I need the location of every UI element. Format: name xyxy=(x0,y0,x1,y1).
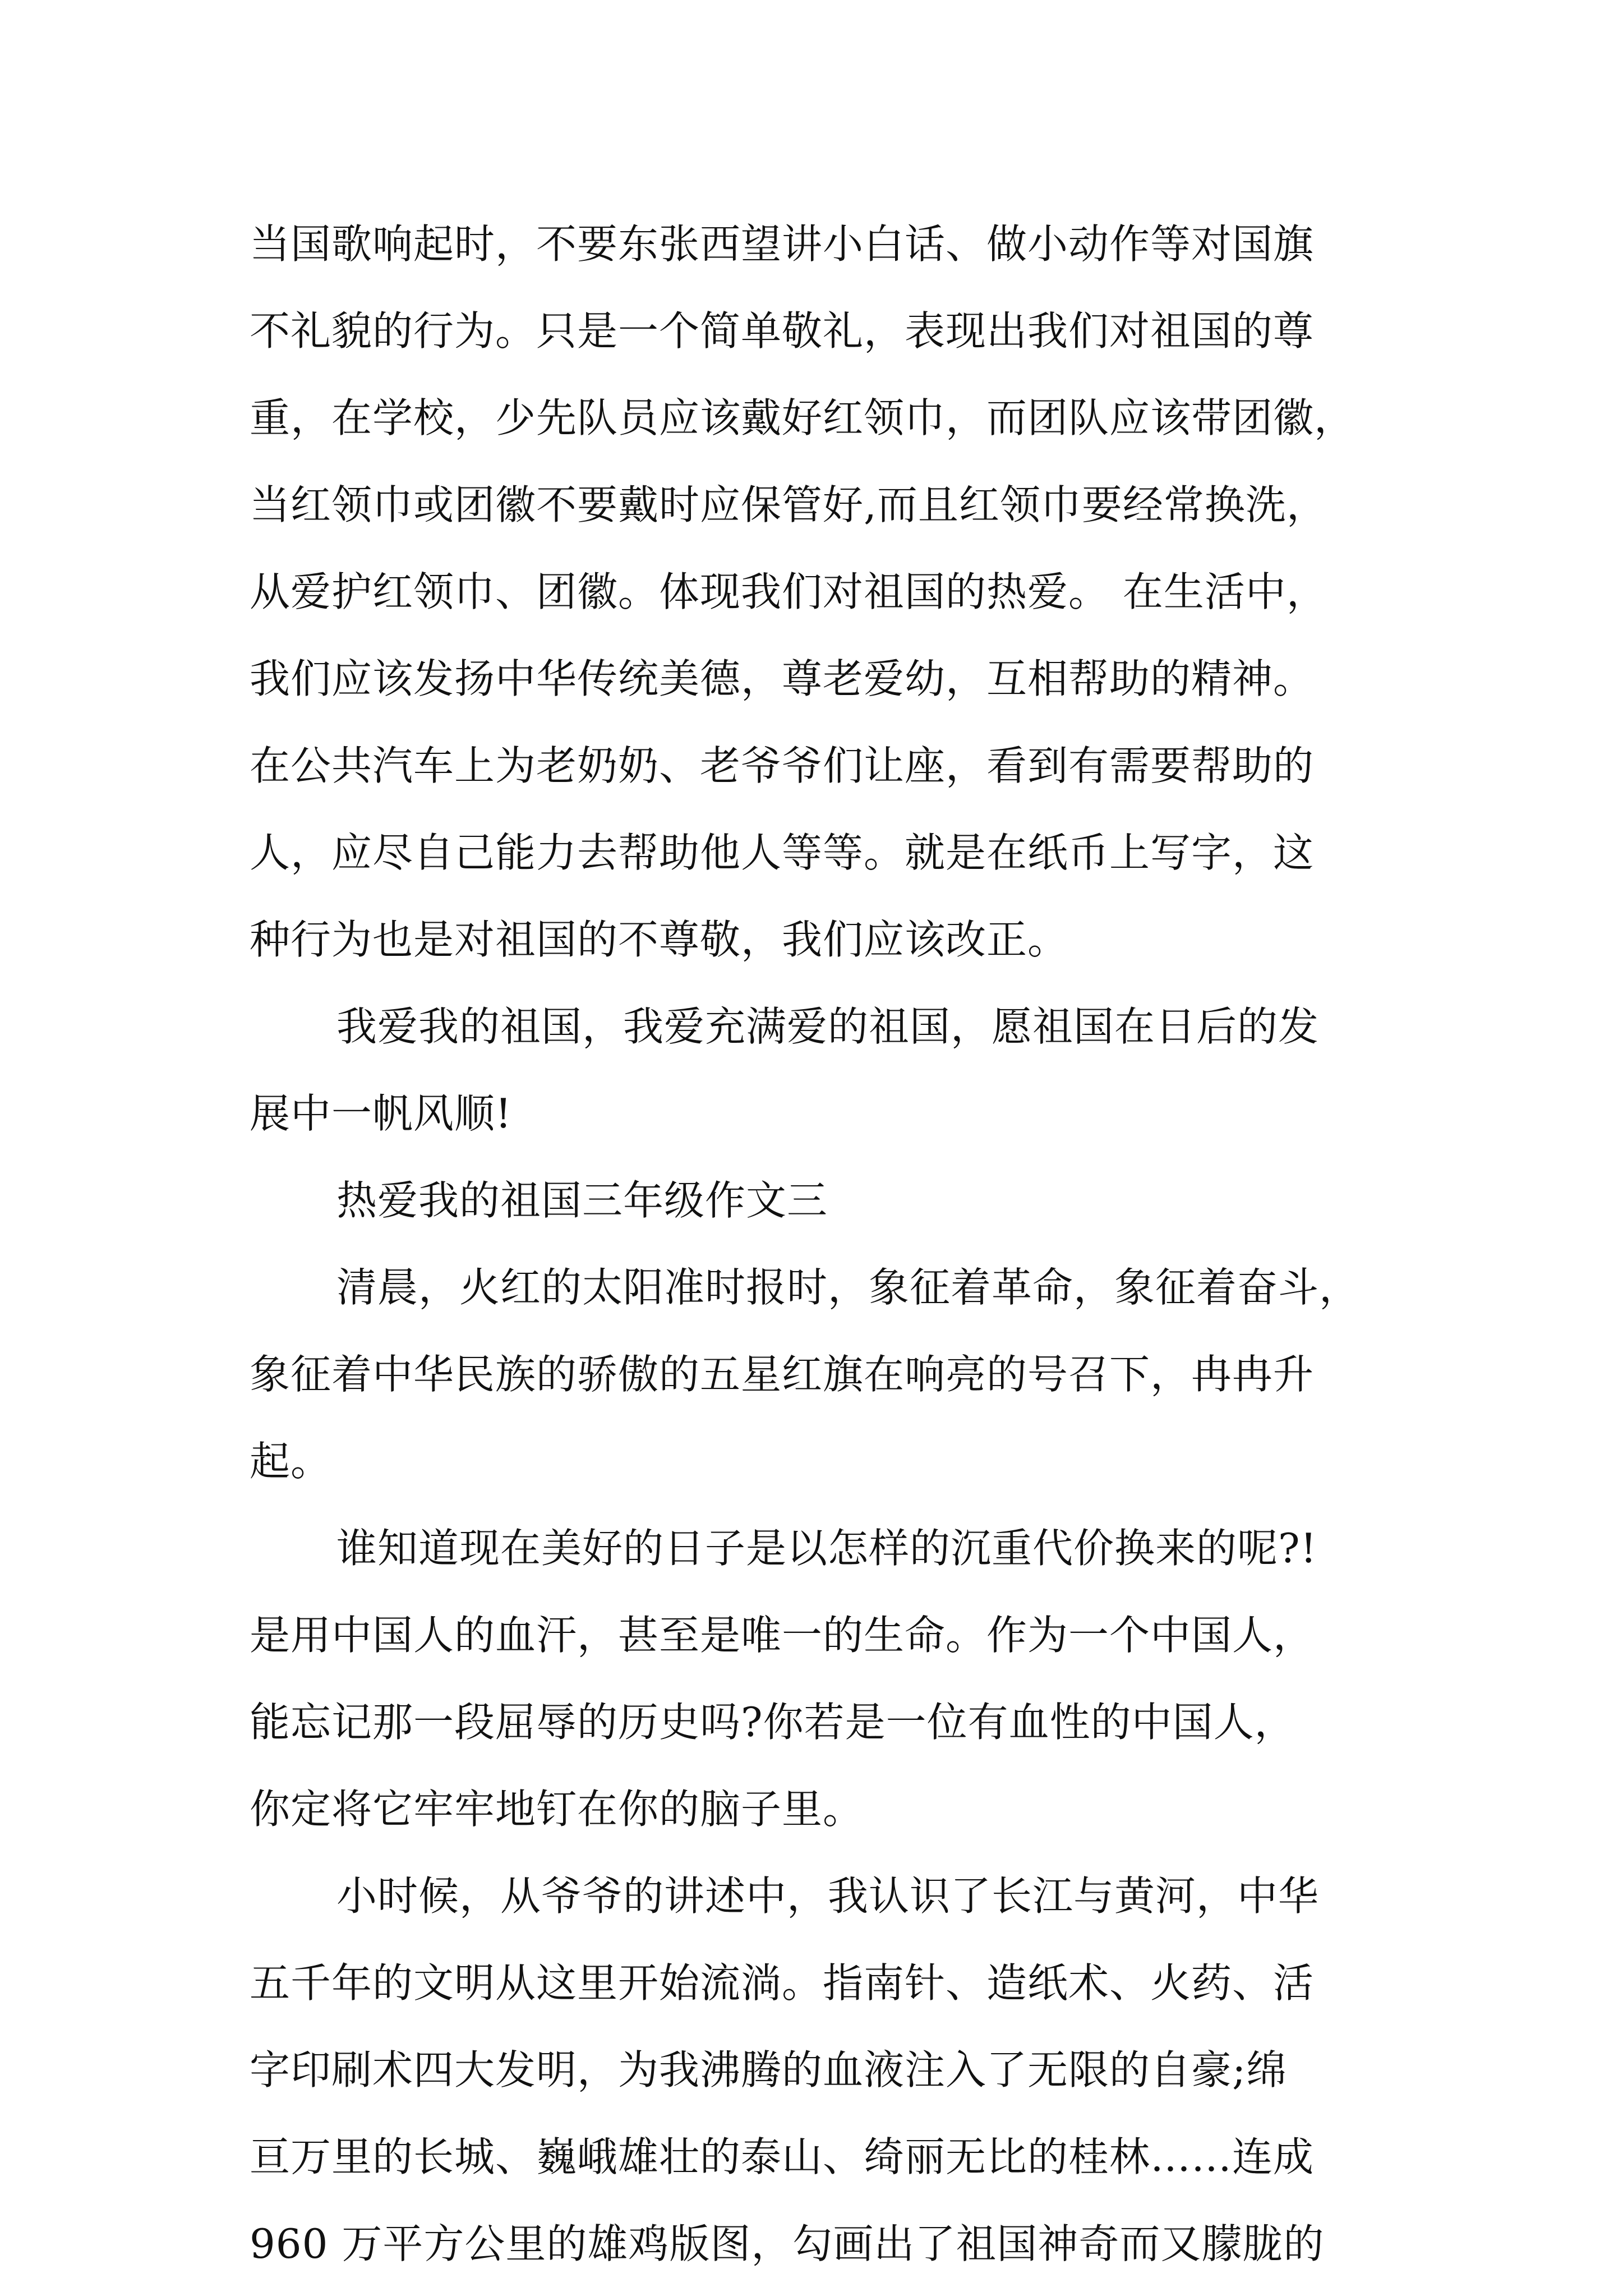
text-line: 不礼貌的行为。只是一个简单敬礼，表现出我们对祖国的尊 xyxy=(250,307,1315,355)
text-line: 谁知道现在美好的日子是以怎样的沉重代价换来的呢?! xyxy=(336,1525,1317,1572)
text-line: 是用中国人的血汗，甚至是唯一的生命。作为一个中国人， xyxy=(250,1612,1315,1659)
text-line: 能忘记那一段屈辱的历史吗?你若是一位有血性的中国人， xyxy=(250,1699,1295,1746)
text-line: 展中一帆风顺! xyxy=(250,1090,512,1137)
text-line: 人，应尽自己能力去帮助他人等等。就是在纸币上写字，这 xyxy=(250,829,1315,876)
text-line: 五千年的文明从这里开始流淌。指南针、造纸术、火药、活 xyxy=(250,1959,1315,2007)
text-line: 字印刷术四大发明，为我沸腾的血液注入了无限的自豪;绵 xyxy=(250,2046,1288,2093)
text-line: 当国歌响起时，不要东张西望讲小白话、做小动作等对国旗 xyxy=(250,220,1315,268)
text-line: 我们应该发扬中华传统美德，尊老爱幼，互相帮助的精神。 xyxy=(250,655,1315,702)
text-line: 你定将它牢牢地钉在你的脑子里。 xyxy=(250,1786,864,1833)
text-line: 我爱我的祖国，我爱充满爱的祖国，愿祖国在日后的发 xyxy=(336,1003,1320,1050)
text-line: 小时候，从爷爷的讲述中，我认识了长江与黄河，中华 xyxy=(336,1872,1320,1920)
text-line: 重，在学校，少先队员应该戴好红领巾，而团队应该带团徽， xyxy=(250,394,1355,441)
section-heading: 热爱我的祖国三年级作文三 xyxy=(336,1177,828,1224)
text-line: 960 万平方公里的雄鸡版图，勾画出了祖国神奇而又朦胧的 xyxy=(250,2220,1325,2267)
text-line: 象征着中华民族的骄傲的五星红旗在响亮的号召下，冉冉升 xyxy=(250,1351,1315,1398)
text-line: 从爱护红领巾、团徽。体现我们对祖国的热爱。 在生活中， xyxy=(250,568,1327,615)
text-line: 亘万里的长城、巍峨雄壮的泰山、绮丽无比的桂林……连成 xyxy=(250,2133,1315,2180)
text-line: 当红领巾或团徽不要戴时应保管好,而且红领巾要经常换洗， xyxy=(250,481,1327,528)
text-line: 种行为也是对祖国的不尊敬，我们应该改正。 xyxy=(250,916,1069,963)
text-line: 在公共汽车上为老奶奶、老爷爷们让座，看到有需要帮助的 xyxy=(250,742,1315,789)
text-line: 清晨，火红的太阳准时报时，象征着革命，象征着奋斗， xyxy=(336,1264,1361,1311)
text-line: 起。 xyxy=(250,1438,332,1485)
